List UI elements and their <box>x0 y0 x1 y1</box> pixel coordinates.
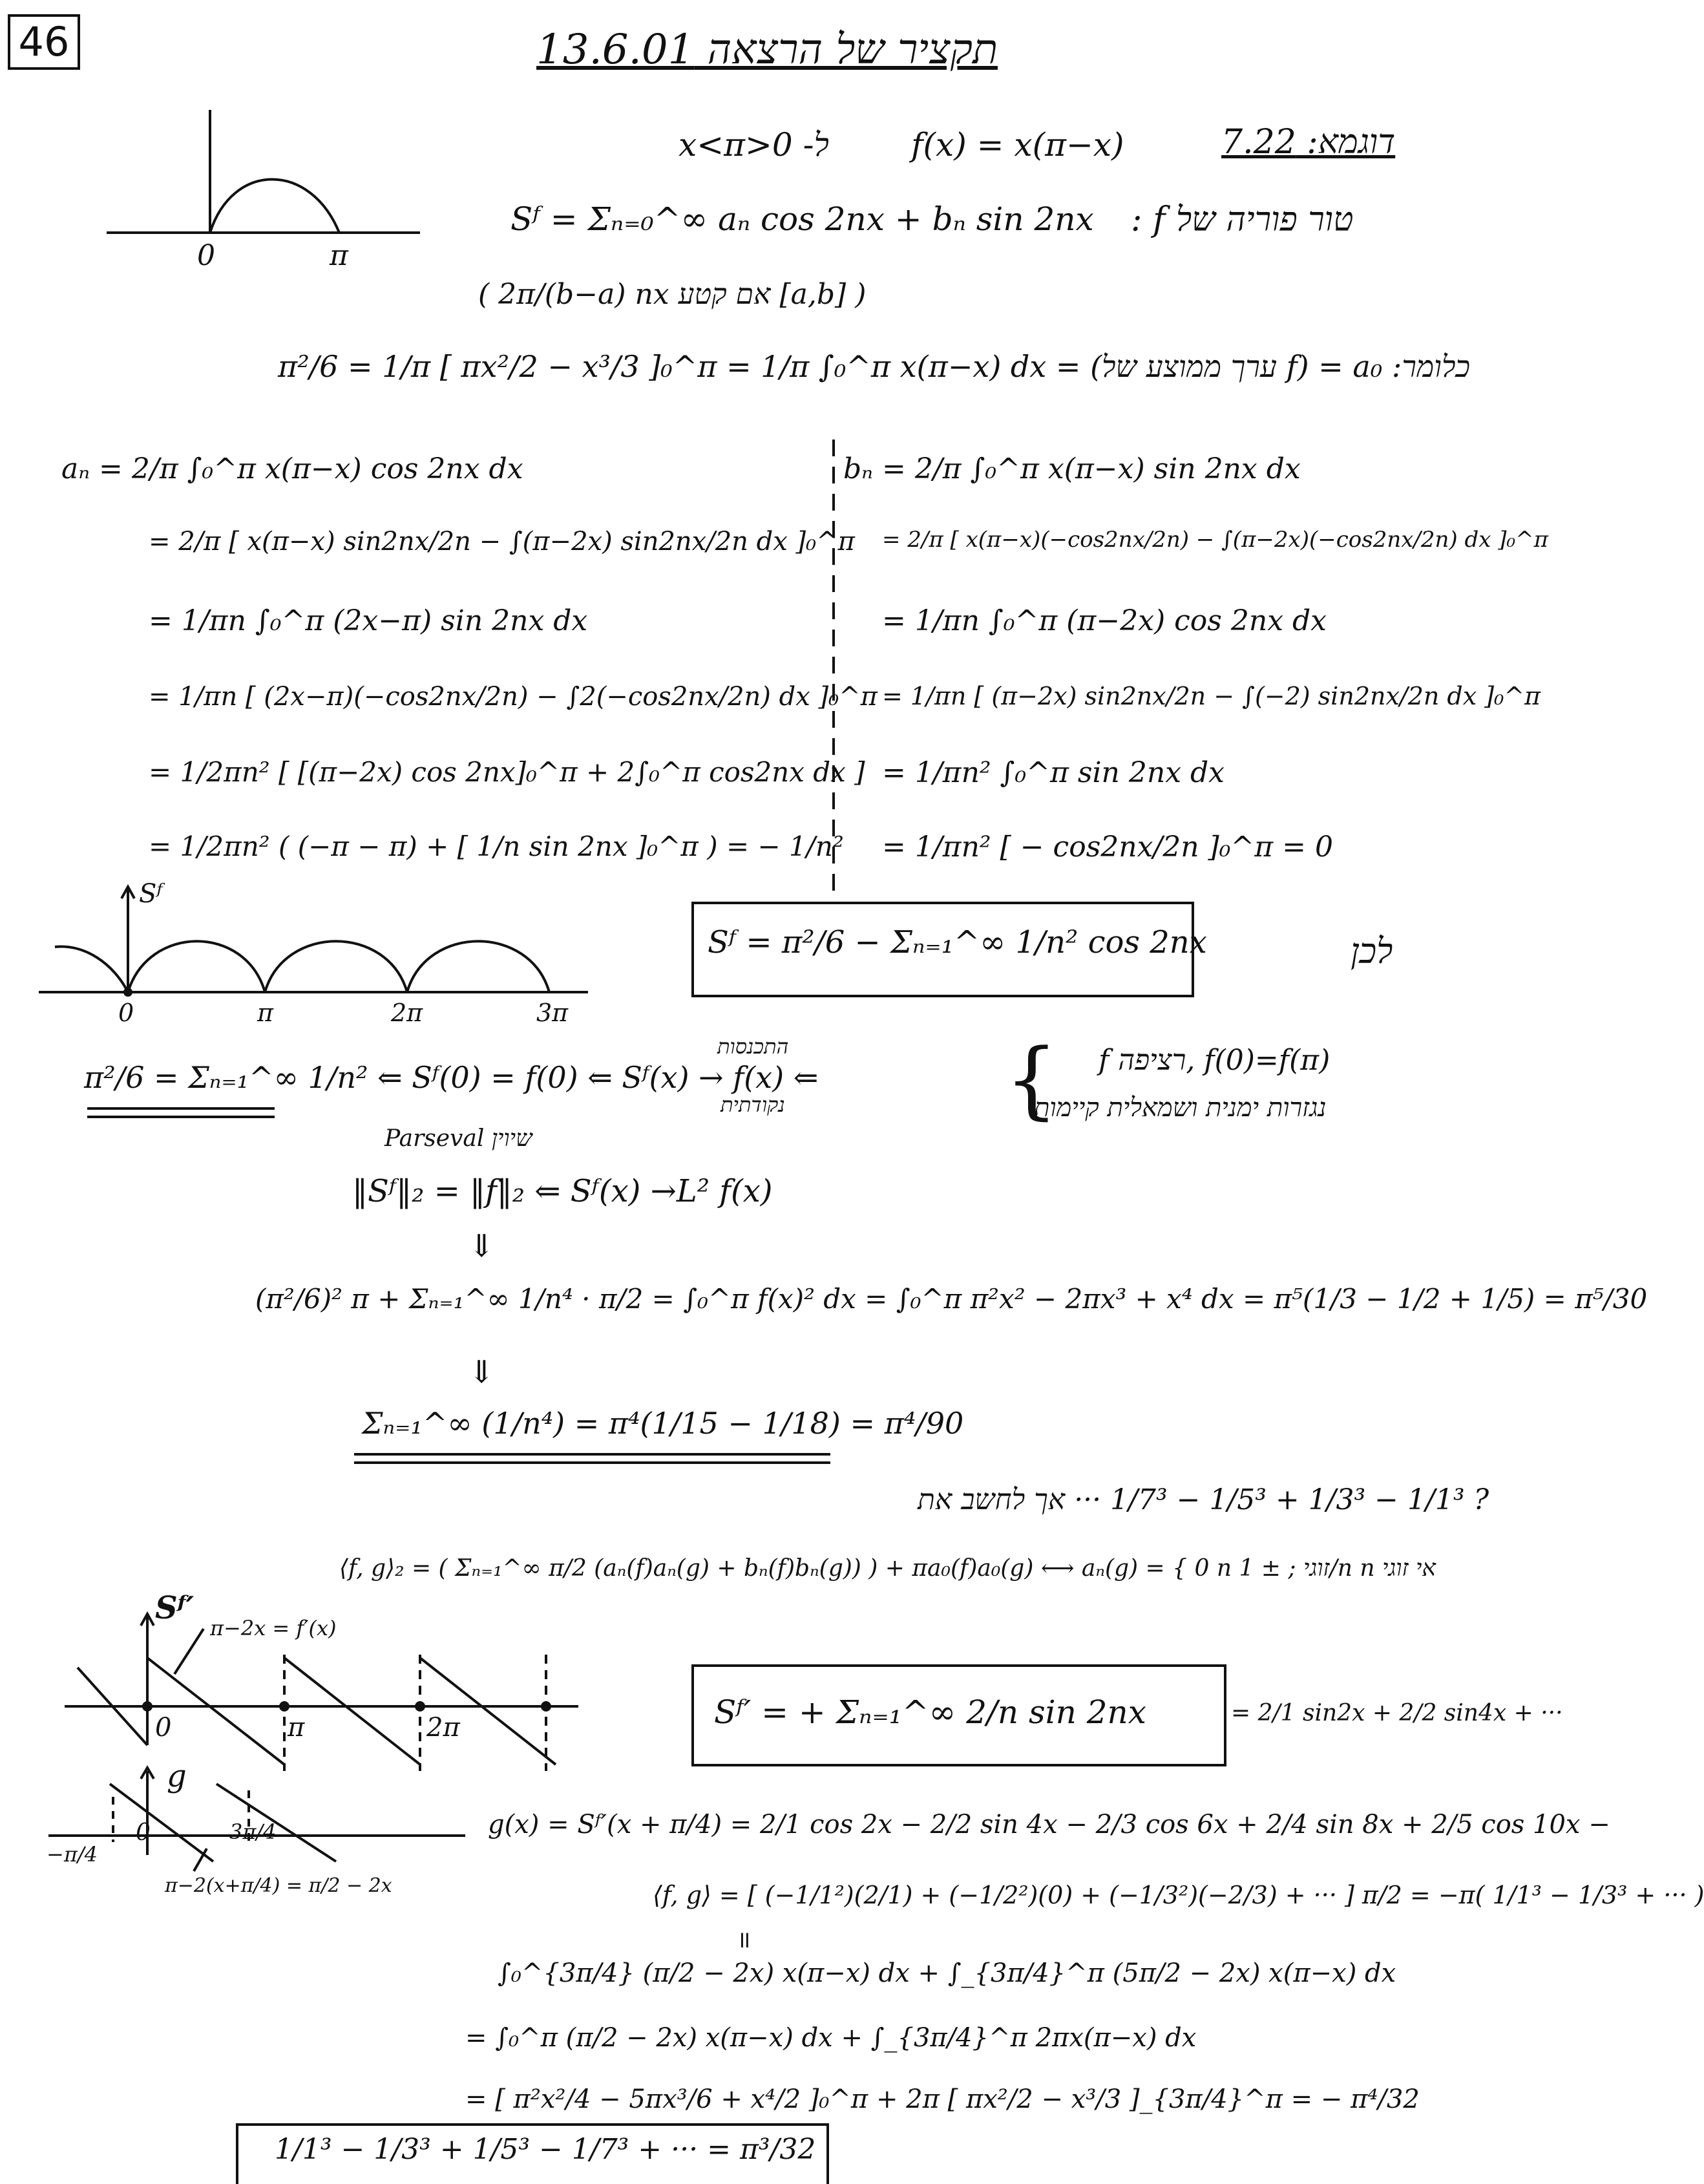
fg-inner-product: ⟨f, g⟩ = [ (−1/1²)(2/1) + (−1/2²)(0) + (−1/3²)(−2/3) + ··· ] π/2 = −π( 1/1³ − 1/3³ + ··· ) <box>653 1881 1704 1909</box>
inner-product: ⟨f, g⟩₂ = ( Σₙ₌₁^∞ π/2 (aₙ(f)aₙ(g) + bₙ(f)bₙ(g)) ) + πa₀(f)a₀(g) ⟷ aₙ(g) = { 0 n זוגי ; ± 1/n n אי זוגי <box>339 1555 1436 1582</box>
integral-line-1: ∫₀^{3π/4} (π/2 − 2x) x(π−x) dx + ∫_{3π/4}^π (5π/2 − 2x) x(π−x) dx <box>498 1958 1396 1988</box>
therefore-label: לכן <box>1351 931 1393 971</box>
plot2-sf-label: Sᶠ <box>139 879 163 909</box>
plot4-minus-pi4-label: −π/4 <box>47 1842 98 1867</box>
plot1-zero-label: 0 <box>197 239 215 272</box>
an-line: = 1/2πn² [ [(π−2x) cos 2nx]₀^π + 2∫₀^π cos2nx dx ] <box>149 756 865 788</box>
down-arrow-1: ⇓ <box>468 1228 495 1264</box>
plot2-pi-label: π <box>257 999 273 1027</box>
an-line: = 2/π [ x(π−x) sin2nx/2n − ∫(π−2x) sin2nx/2n dx ]₀^π <box>149 527 855 557</box>
bn-line: bₙ = 2/π ∫₀^π x(π−x) sin 2nx dx <box>843 452 1301 485</box>
plot3-pi-label: π <box>288 1713 305 1743</box>
plot3-zero-label: 0 <box>155 1713 172 1743</box>
energy-line: (π²/6)² π + Σₙ₌₁^∞ 1/n⁴ · π/2 = ∫₀^π f(x)² dx = ∫₀^π π²x² − 2πx³ + x⁴ dx = π⁵(1/3 − 1/2 + 1/5) = π⁵/30 <box>255 1283 1648 1315</box>
bn-line: = 1/πn² ∫₀^π sin 2nx dx <box>882 756 1225 789</box>
an-line: = 1/πn [ (2x−π)(−cos2nx/2n) − ∫2(−cos2nx/2n) dx ]₀^π <box>149 682 878 712</box>
plot4-g-label: g <box>167 1758 187 1794</box>
fourier-intro: טור פוריה של f : <box>1131 200 1354 239</box>
sf-prime-expansion: = 2/1 sin2x + 2/2 sin4x + ··· <box>1231 1700 1563 1726</box>
conditions-1: f רציפה, f(0)=f(π) <box>1099 1044 1331 1077</box>
down-arrow-2: ⇓ <box>468 1354 495 1390</box>
plot4-3pi4-label: 3π/4 <box>229 1819 277 1844</box>
parseval-line: ‖Sᶠ‖₂ = ‖f‖₂ ⇐ Sᶠ(x) →L² f(x) <box>352 1173 773 1209</box>
fourier-sum: Sᶠ = Σₙ₌₀^∞ aₙ cos 2nx + bₙ sin 2nx <box>510 200 1094 238</box>
convergence-arrow-top: התכנסות <box>717 1034 789 1059</box>
bn-line: = 1/πn ∫₀^π (π−2x) cos 2nx dx <box>882 604 1327 637</box>
bn-line: = 1/πn [ (π−2x) sin2nx/2n − ∫(−2) sin2nx/2n dx ]₀^π <box>882 682 1541 710</box>
plot4-shift-label: π−2(x+π/4) = π/2 − 2x <box>165 1874 392 1897</box>
an-line: = 1/2πn² ( (−π − π) + [ 1/n sin 2nx ]₀^π ) = − 1/n² <box>149 831 844 862</box>
page-title: תקציר של הרצאה 13.6.01 <box>536 26 998 74</box>
integral-line-2: = ∫₀^π (π/2 − 2x) x(π−x) dx + ∫_{3π/4}^π 2πx(π−x) dx <box>465 2023 1197 2053</box>
plot1-pi-label: π <box>330 239 348 272</box>
g-definition: g(x) = Sᶠ′(x + π/4) = 2/1 cos 2x − 2/2 sin 4x − 2/3 cos 6x + 2/4 sin 8x + 2/5 cos 10x − <box>488 1810 1610 1839</box>
an-line: aₙ = 2/π ∫₀^π x(π−x) cos 2nx dx <box>61 452 523 485</box>
question: ? 1/1³ − 1/3³ + 1/5³ − 1/7³ ··· אך לחשב את <box>918 1483 1489 1516</box>
convergence-arrow-bottom: נקודתית <box>721 1092 785 1117</box>
plot4-zero-label: 0 <box>136 1819 151 1846</box>
plot2-3pi-label: 3π <box>536 999 569 1027</box>
fg-equal-sign: ॥ <box>737 1927 751 1953</box>
zeta4-line: Σₙ₌₁^∞ (1/n⁴) = π⁴(1/15 − 1/18) = π⁴/90 <box>362 1406 964 1441</box>
example-domain: ל- 0<x<π <box>678 126 829 164</box>
plot3-2pi-label: 2π <box>426 1713 460 1743</box>
page-number: 46 <box>8 14 80 70</box>
fourier-note: ( 2π/(b−a) nx אם קטע [a,b] ) <box>478 278 867 311</box>
example-label: דוגמא: 7.22 <box>1221 123 1396 162</box>
conditions-2: נגזרות ימנית ושמאלית קיימות <box>1034 1093 1327 1123</box>
bn-line: = 1/πn² [ − cos2nx/2n ]₀^π = 0 <box>882 831 1333 864</box>
example-function: f(x) = x(π−x) <box>911 126 1124 164</box>
plot3-slope-label: π−2x = f′(x) <box>210 1616 337 1640</box>
plot3-sf-prime-label: Sᶠ′ <box>155 1590 195 1626</box>
a0-line: π²/6 = 1/π [ πx²/2 − x³/3 ]₀^π = 1/π ∫₀^π x(π−x) dx = (ערך ממוצע של f) = a₀ :כלומר <box>278 349 1471 384</box>
brace: { <box>1005 1030 1058 1129</box>
sf-result: Sᶠ = π²/6 − Σₙ₌₁^∞ 1/n² cos 2nx <box>708 924 1207 960</box>
final-result: 1/1³ − 1/3³ + 1/5³ − 1/7³ + ··· = π³/32 <box>275 2133 816 2166</box>
bn-line: = 2/π [ x(π−x)(−cos2nx/2n) − ∫(π−2x)(−cos2nx/2n) dx ]₀^π <box>882 527 1548 553</box>
convergence-line: π²/6 = Σₙ₌₁^∞ 1/n² ⇐ Sᶠ(0) = f(0) ⇐ Sᶠ(x) → f(x) ⇐ <box>84 1060 819 1095</box>
parseval-label: Parseval שיוין <box>384 1125 532 1152</box>
integral-line-3: = [ π²x²/4 − 5πx³/6 + x⁴/2 ]₀^π + 2π [ πx²/2 − x³/3 ]_{3π/4}^π = − π⁴/32 <box>465 2084 1420 2114</box>
plot2-2pi-label: 2π <box>391 999 423 1027</box>
sf-prime-series: Sᶠ′ = + Σₙ₌₁^∞ 2/n sin 2nx <box>714 1693 1146 1731</box>
an-line: = 1/πn ∫₀^π (2x−π) sin 2nx dx <box>149 604 588 637</box>
plot2-zero-label: 0 <box>118 999 134 1027</box>
